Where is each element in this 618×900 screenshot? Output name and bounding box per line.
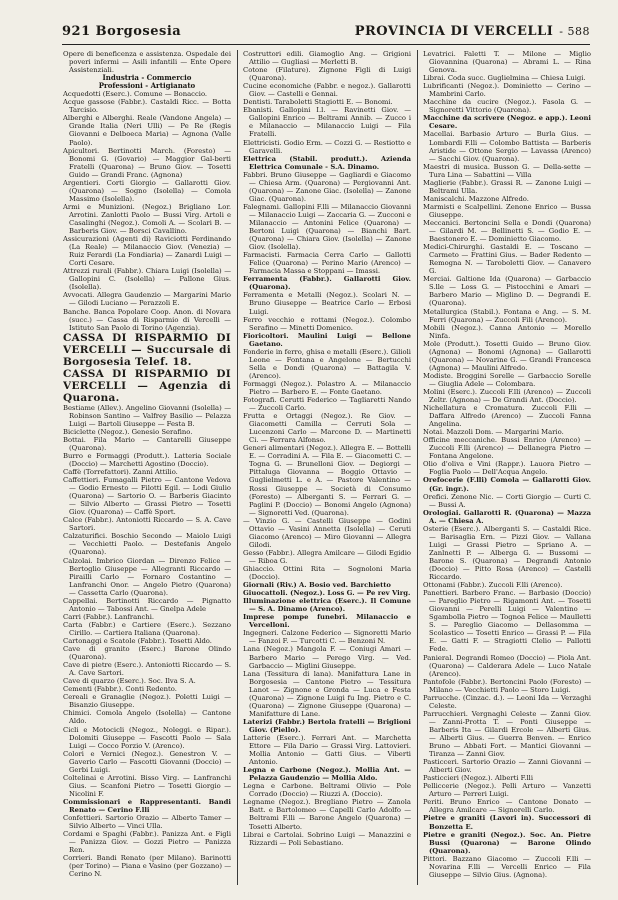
directory-entry: Nichellatura e Cromatura. Zuccoli F.lli — Daffara Alfredo (Arenco) — Zuccoli Fanna Angelina. bbox=[423, 404, 591, 429]
directory-entry: Calzaturifici. Boschio Secondo — Maiolo Luigi — Vecchietti Paolo. — Destefanis Angelo (Quarona). bbox=[63, 532, 231, 557]
directory-entry: Librai e Cartolai. Sobrino Luigi — Manazzini e Rizzardi — Poli Sebastiano. bbox=[243, 830, 411, 847]
directory-entry: Alberghi e Alberghi. Reale (Vandone Angela) — Grande Italia (Neri Ulli) — Pe Re (Regis Giovanni e Delboeca Maria) — Agnona (Valle Paolo). bbox=[63, 114, 231, 147]
directory-entry: Fabbri. Bruno Giuseppe — Gagliardi e Giacomo — Chiesa Arm. (Quarona) — Pergiovanni Ant. (Quarona) — Zanone Giac. (Isolella) — Zanone Giac. (Quarona). bbox=[243, 170, 411, 203]
directory-entry: Lubrificanti (Negoz.). Dominietto — Cerino — Mambrini Carlo. bbox=[423, 82, 591, 99]
directory-entry: Panettieri. Barbero Franc. — Barbasio (Doccio) — Pareglio Pietro — Rigamonti Ant. — Tosetti Giovanni — Perelli Luigi — Valentino — Sgambolla Pietro — Tognoa Felice — Maulletti S. — Pareglio Giacomo — Dellasomma — Scolastico — Tosetti Enrico — Grassi P. — Fila E. — Gatti F. — Stragiotti Clelio — Pallotti Fede. bbox=[423, 589, 591, 654]
directory-entry: Cotone (Filature). Zignone Figli di Luigi (Quarona). bbox=[243, 66, 411, 83]
directory-entry: Fioricoltori. Maulini Luigi — Bellone Gaetano. bbox=[243, 331, 411, 348]
directory-entry: Cucine economiche (Fabbr. e negoz.). Gallarotti Giov. — Castelli e Gennai. bbox=[243, 82, 411, 99]
directory-entry: Levatrici. Faletti T. — Milone — Miglio Giovannina (Quarona) — Abrami L. — Rina Genova. bbox=[423, 50, 591, 75]
directory-entry: Pietre e graniti (Negoz.). Soc. An. Pietre Bussi (Quarona) — Barone Olindo (Quarona). bbox=[423, 830, 591, 855]
directory-entry: Periti. Bruno Enrico — Cantone Donato — Allegra Amilcare — Signorelli Carlo. bbox=[423, 798, 591, 815]
page-header bbox=[62, 20, 590, 45]
directory-entry: Carri (Fabbr.). Lanfranchi. bbox=[63, 612, 155, 621]
directory-entry: Cave di quarzo (Eserc.). Soc. Ilva S. A. bbox=[63, 677, 196, 686]
directory-entry: Pittori. Bazzano Giacomo — Zuccoli F.lli — Novarina F.lli — Vercelli Enrico — Fila Giuseppe — Silvio Gius. (Agnona). bbox=[423, 854, 591, 879]
directory-entry: Molini (Eserc.). Zuccoli F.lli (Arenco) — Zuccoli Zeltr. (Agnona) — De Grandi Ant. (Doccio). bbox=[423, 387, 591, 405]
directory-entry: Cordami e Spaghi (Fabbr.). Panizza Ant. e Figli — Panizza Giov. — Gozzi Pietro — Panizza Ren. bbox=[63, 830, 231, 855]
bank-advertisement: CASSA DI RISPARMIO DI VERCELLI — Agenzia di Quarona. bbox=[63, 367, 231, 404]
directory-entry: Parrucchieri. Vergnaghi Celeste — Zanni Giov. — Zanni-Protta T. — Ponti Giuseppe — Barberis Ita — Gilardi Ercole — Alberti Gius. — Alberti Gius. — Guerra Benven. — Enrico Bruno — Abbati Fort. — Mantici Giovanni — Tiranza — Zanni Giov. bbox=[423, 709, 591, 759]
directory-entry: Merciai. Galtione Ida (Quarona) — Garbaccio S.lle — Loss G. — Pistocchini e Amari — Barbero Mario — Miglino D. — Degrandi E. (Quarona). bbox=[423, 275, 591, 308]
directory-entry: Elettrica (Stabil. produtt.). Azienda Elettrica Comunale - S.A. Dinamo. bbox=[243, 154, 411, 171]
directory-entry: Marmisti e Scalpellini. Zenone Enrico — Bussa Giuseppe. bbox=[423, 202, 591, 219]
directory-entry: Banche. Banca Popolare Coop. Anon. di Novara (succ.) — Cassa di Risparmio di Vercelli — Istituto San Paolo di Torino (Agenzia). bbox=[63, 307, 231, 332]
directory-entry: Parrucche. (Cinzac. d.). — Leoni Ida — Verzaghi Celeste. bbox=[423, 693, 591, 710]
directory-entry: Illuminazione elettrica (Eserc.). Il Comune — S. A. Dinamo (Arenco). bbox=[243, 597, 411, 614]
bank-advertisement: CASSA DI RISPARMIO DI VERCELLI — Succursale di Borgosesia Telef. 18. bbox=[63, 331, 231, 368]
directory-entry: Falegnami. Gallopini F.lli — Milanaccio Giovanni — Milanaccio Luigi — Zaccaria G. — Zucconi e Milanaccio — Antonini Felice (Quarona) — Bertoni Luigi (Quarona) — Bianchi Bart. (Quarona) — Chiara Giov. (Isolella) — Zanone Giov. (Isolella). bbox=[243, 202, 411, 252]
section-heading: Industria - Commercio bbox=[102, 73, 192, 83]
directory-entry: Ferro vecchio e rottami (Negoz.). Colombo Serafino — Minetti Domenico. bbox=[243, 315, 411, 332]
directory-entry: Giornali (Riv.) A. Bosio ved. Barchietto bbox=[243, 581, 391, 590]
directory-entry: Corrieri. Bandi Renato (per Milano). Barinotti (per Torino) — Piana e Vasino (per Gozzano) — Cerino N. bbox=[63, 854, 231, 879]
directory-entry: Panieral. Degrandi Romeo (Doccio) — Piola Ant. (Quarona) — Calderara Adele — Luco Natale (Arenco). bbox=[423, 653, 591, 678]
directory-entry: Formaggi (Negoz.). Polastro A. — Milanaccio Pietro — Barbero E. — Fonte Gaetano. bbox=[243, 379, 411, 396]
directory-entry: Pietre e graniti (Lavori in). Successori di Bonzetta E. bbox=[423, 814, 591, 831]
directory-entry: Bestiame (Allev.). Angelino Giovanni (Isolella) — Robinson Santino — Valfrey Basilio — Pelazza Luigi — Bartoli Giuseppe — Festa B. bbox=[63, 403, 231, 428]
directory-entry: Pelliccerie (Negoz.). Pelli Arturo — Vanzetti Arturo — Perreri Luigi. bbox=[423, 782, 591, 799]
header-province-title: PROVINCIA DI VERCELLI bbox=[354, 24, 554, 39]
directory-entry: Legna e Carbone. Beltrami Olivio — Pole Corrado (Doccio) — Riuzzi A. (Doccio). bbox=[243, 782, 411, 799]
directory-entry: Olio d'oliva e Vini (Rappr.). Lauora Pietro — Foglia Paolo — Dell'Acqua Angelo. bbox=[423, 460, 591, 477]
directory-entry: Officine meccaniche. Bussi Enrico (Arenco) — Zuccoli F.lli (Arenco) — Dellanegra Pietro — Fontana Angelone. bbox=[423, 436, 591, 461]
directory-entry: Ferramenta e Metalli (Negoz.). Scolari N. — Bruno Giuseppe — Beatrice Carlo — Erbosi Luigi. bbox=[243, 291, 411, 316]
directory-entry: Carta (Fabbr.) e Cartiere (Eserc.). Sezzano Cirillo. — Cartiera Italiana (Quarona). bbox=[63, 620, 231, 637]
directory-entry: Calzolai. Imbrico Giordan — Direnzo Felice — Bertoglio Giuseppe — Allegranti Riccardo — Pirailli Carlo — Fornaro Costantino — Lanfranchi Onor. — Angelo Pietro (Quarona) — Cassetta Carlo (Quarona). bbox=[63, 556, 231, 597]
directory-entry: Gesso (Fabbr.). Allegra Amilcare — Gilodi Egidio — Riboa G. bbox=[243, 548, 411, 565]
directory-entry: Maniscalchi. Mazzone Alfredo. bbox=[423, 194, 529, 203]
directory-entry: Argentieri. Corti Giorgio — Gallarotti Giov. (Quarona) — Sogno (Isolella) — Comola Massimo (Isolella). bbox=[63, 178, 231, 203]
directory-entry: Attrezzi rurali (Fabbr.). Chiara Luigi (Isolella) — Gallopini C. (Isolella) — Pallone Gius. (Isolella). bbox=[63, 267, 231, 292]
column-2 bbox=[243, 50, 411, 885]
directory-entry: Acquedotti (Eserc.). Comune — Bonaccio. bbox=[63, 90, 208, 99]
directory-entry: Acque gassose (Fabbr.). Castaldi Ricc. — Botta Tarcisio. bbox=[63, 98, 231, 115]
directory-entry: Costruttori edili. Giamoglio Ang. — Grigioni Attilio — Gugliasi — Merletti B. bbox=[243, 50, 411, 67]
directory-entry: Cereali e Granaglie (Negoz.). Poletti Luigi — Bisanzio Giuseppe. bbox=[63, 693, 231, 710]
directory-entry: Cementi (Fabbr.). Conti Redento. bbox=[63, 685, 177, 694]
section-heading: Professioni - Artigianato bbox=[98, 81, 196, 91]
directory-entry: Notai. Mazzoli Dom. — Margarini Mario. bbox=[423, 428, 564, 437]
directory-entry: Cartonaggi e Scatole (Fabbr.). Tosetti Aldo. bbox=[63, 637, 212, 645]
directory-entry: Maglierie (Fabbr.). Grassi R. — Zanone Luigi — Beltrami Ulla. bbox=[423, 178, 591, 195]
directory-entry: Laterizi (Fabbr.) Bertola fratelli — Briglioni Giov. (Piello). bbox=[243, 717, 411, 734]
directory-entry: Colori e Vernici (Negoz.). Genestron V. — Gaverio Carlo — Fascotti Giovanni (Doccio) — Gerbi Luigi. bbox=[63, 749, 231, 774]
column-divider-2 bbox=[417, 50, 418, 885]
directory-entry: Caffettieri. Fumagalli Pietro — Cantone Vedova — Godio Ernesto — Filotti Egil. — Lodi Giulio (Quarona) — Sartorio O. — Barberis Giacinto — Silvio Alberto — Grassi Pietro — Tosetti Giov. (Quarona) — Caffè Sport. bbox=[63, 476, 231, 517]
directory-entry: Cave di pietre (Eserc.). Antoniotti Riccardo — S. A. Cave Sartori. bbox=[63, 661, 231, 678]
directory-entry: Orefocerie (F.lli) Comola — Gallarotti Giov. (Gr. ingr.). bbox=[423, 476, 591, 493]
header-province bbox=[355, 24, 590, 39]
directory-entry: Fotografi. Cerutti Federico — Tagliaretti Nando — Zuccoli Carlo. bbox=[243, 396, 411, 413]
directory-entry: Calce (Fabbr.). Antoniotti Riccardo — S. A. Cave Sartori. bbox=[63, 516, 231, 533]
directory-entry: Legna e Carbone (Negoz.). Mollia Ant. — Pelazza Gaudenzio — Mollia Aldo. bbox=[243, 766, 411, 783]
directory-entry: Imprese pompe funebri. Milanaccio e Vercelloni. bbox=[243, 613, 411, 630]
directory-entry: Macchine da cucire (Negoz.). Fasola G. — Signoretti Vittorio (Quarona). bbox=[423, 98, 591, 115]
directory-entry: Ingegneri. Calzone Federico — Signoretti Mario — Fanzoi F. — Turcotti C. — Benzoni N. bbox=[243, 629, 411, 646]
directory-entry: Armi e Munizioni. (Negoz.) Brigliano Lor. Arrotini. Zanlotti Paolo — Bussi Virg. Artoli e Casalinghi (Negoz.). Comoli A. — Scolari B. — Barberis Giov. — Borsci Cavallino. bbox=[63, 202, 231, 236]
directory-entry: Macchine da scrivere (Negoz. e app.). Leoni Cesare. bbox=[423, 114, 591, 131]
directory-entry: Farmacisti. Farmacia Cerra Carlo — Gallotti Felice (Quarona) — Perino Mario (Arenco) — Farmacia Massa e Stoppani — Imassi. bbox=[243, 251, 411, 276]
directory-entry: Fonderie in ferro, ghisa e metalli (Eserc.). Gilioli Leone — Fontana e Angelone — Bertucchi Sella e Dondi (Quarona) — Battagila V. (Arenco). bbox=[243, 347, 411, 380]
directory-entry: Metallurgica (Stabil.). Fontana e Ang. — S. M. Ferri (Quarona) — Zuccoli Fili (Arenco). bbox=[423, 307, 591, 324]
column-3 bbox=[423, 50, 591, 885]
directory-entry: Biciclette (Negoz.). Genesio Serafino. bbox=[63, 427, 193, 436]
directory-entry: Ghiaccio. Ottini Rita — Sognoloni Maria (Doccio). bbox=[243, 565, 411, 582]
directory-entry: Assicurazioni (Agenti di) Raviciotti Ferdinando (La Reale) — Milanaccio Giov. (Venezia) — Ruiz Ferardi (La Fondiaria) — Zanardi Luigi — Corti Cesare. bbox=[63, 235, 231, 268]
directory-entry: — Vinzio G. — Castelli Giuseppe — Godini Ottavio — Vasini Annetta (Isolella) — Ceruti Giacomo (Arenco) — Miro Giovanni — Allegra Gilodi. bbox=[243, 516, 411, 549]
directory-entry: Medici-Chirurghi. Gastaldi E. — Toscano — Carmeto — Frattini Gius. — Bader Redento — Remogna N. — Taroboletti Giov. — Canavero G. bbox=[423, 243, 591, 276]
directory-entry: Pasticcieri (Negoz.). Alberti F.lli bbox=[423, 774, 533, 783]
directory-entry: Burro e Formaggi (Produtt.). Latteria Sociale (Doccio) — Marchetti Agostino (Doccio). bbox=[63, 451, 231, 468]
directory-entry: Generi alimentari (Negoz.). Allegra E. — Bottelli E. — Corradini A. — Fila E. — Giacometti C. — Togna G. — Brunelloni Giov. — Degiorgi — Pittaluga Giovanna — Boggio Ottavio — Guglielmetti L. e A. — Pastore Valentino — Rossi Giuseppe — Società di Consumo (Foresto) — Alberganti S. — Ferrari G. — Paglini P. (Doccio) — Bonomi Angelo (Agnona) — Signoretti Ved. (Quarona). bbox=[243, 444, 411, 517]
directory-entry: Cappellai. Bertinotti Riccardo — Pignatto Antonio — Tabossi Ant. — Gnelpa Adele bbox=[63, 596, 231, 613]
directory-entry: Confettieri. Sartorio Orazio — Alberto Tamer — Silvio Alberto — Vinci Ulla. bbox=[63, 814, 231, 831]
directory-entry: Commissionari e Rappresentanti. Bandi Renato — Cerino F.lli bbox=[63, 797, 231, 814]
directory-entry: Mobili (Negoz.). Canna Antonio — Morello Ninfa. bbox=[423, 323, 591, 340]
column-divider-1 bbox=[237, 50, 238, 885]
directory-entry: Pantofole (Fabbr.). Bertoncini Paolo (Foresto) — Milano — Vecchietti Paolo — Storo Luigi. bbox=[423, 677, 591, 694]
directory-entry: Orefici. Zenone Nic. — Corti Giorgio — Curti C. — Bussi A. bbox=[423, 492, 591, 509]
directory-entry: Ebanisti. Gallopini I.l. — Ravinetti Giov. — Gallopini Enrico — Beltrami Annib. — Zucco i e Milanaccio — Milanaccio Luigi — Fila Fratelli. bbox=[243, 106, 411, 139]
directory-entry: Pasticceri. Sartorio Orazio — Zanni Giovanni — Alberti Giov. bbox=[423, 758, 591, 775]
directory-entry: Cicli e Motocicli (Negoz., Noleggi. e Ripar.). Dolomiti Giuseppe — Fascotti Paolo — Sala Luigi — Cocco Porzio V. (Arenco). bbox=[63, 725, 231, 750]
directory-entry: Dentisti. Taraboletti Stagiotti E. — Bonomi. bbox=[243, 98, 393, 107]
directory-entry: Librai. Coda succ. Guglielmina — Chiesa Luigi. bbox=[423, 74, 586, 83]
directory-entry: Apicultori. Bertinotti March. (Foresto) — Bonomi G. (Govario) — Maggior Gal-berti Fratelli (Quarona) — Bruno Giov. — Tosetti Guido — Grandi Franc. (Agnona) bbox=[63, 146, 231, 179]
directory-entry: Giuocattoli. (Negoz.). Loss G. — Pe rev Virg. bbox=[243, 589, 411, 598]
directory-entry: Ottonami (Fabbr.). Zuccoli F.lli (Arenco). bbox=[423, 581, 563, 590]
directory-entry: Modiste. Broggini Sorelle — Garbaccio Sorelle — Giuglia Adele — Colombara. bbox=[423, 371, 591, 388]
directory-entry: Elettricisti. Godio Erm. — Cozzi G. — Restiotto e Garavelli. bbox=[243, 138, 411, 155]
directory-entry: Caffè (Torrefattori). Zanni Attilio. bbox=[63, 468, 178, 477]
directory-entry: Meccanici. Bertoncini Sella e Dondi (Quarona) — Gilardi M. — Bellinetti S. — Godio E. — Baestonero E. — Dominietto Giacomo. bbox=[423, 218, 591, 244]
directory-entry: Orologiai. Gallarotti R. (Quarona) — Mazza A. — Chiesa A. bbox=[423, 508, 591, 525]
directory-entry: Chimici. Comola Angelo (Isolella) — Cantone Aldo. bbox=[63, 709, 231, 726]
directory-entry: Lana (Negoz.) Mangola F. — Coniugi Amari — Barbero Mario — Perego Virg. — Ved. Garbaccio — Miglini Giuseppe. bbox=[243, 645, 411, 670]
column-1 bbox=[63, 50, 231, 885]
directory-entry: Ferramenta (Fabbr.). Gallarotti Giov. (Quarona). bbox=[243, 275, 411, 292]
directory-entry: Cave di granito (Eserc.) Barone Olindo (Quarona). bbox=[63, 645, 231, 662]
directory-entry: Osterie (Eserc.). Alberganti S. — Castaldi Rice. — Barisaglia Ern. — Pizzi Giov. — Vallana Luigi — Grassi Pietro — Spriano A. — Zanlnetti P. — Alberga G. — Bussomi — Barone S. (Quarona) — Degrandi Antonio (Doccio) — Pitto Rosa (Arenco) — Castelli Riccardo. bbox=[423, 524, 591, 582]
directory-entry: Avvocati. Allegra Gaudenzio — Margarini Mario — Gilodi Luciano — Perazzoli E. bbox=[63, 291, 231, 308]
directory-entry: Macellai. Barbasio Arturo — Burla Gius. — Lombardi F.lli — Colombo Battista — Barberis Aristide — Ottone Sergio — Lavassa (Arenco) — Sacchi Giov. (Quarona). bbox=[423, 130, 591, 163]
header-page-number-town: 921 Borgosesia bbox=[62, 24, 182, 39]
directory-entry: Opere di beneficenza e assistenza. Ospedale dei poveri infermi — Asili infantili — Ente Opere Assistenziali. bbox=[63, 50, 231, 75]
directory-entry: Legname (Negoz.). Bregliano Pietro — Zanola Batt. e Bartolomeo — Capelli Carlo Adolfo — Beltrami F.lli — Barone Angelo (Quarona) — Tosetti Alberto. bbox=[243, 798, 411, 831]
directory-entry: Mole (Produtt.). Tosetti Guido — Bruno Giov. (Agnona) — Bonomi (Agnona) — Gallarotti (Quarona) — Novarine G. — Grandi Francesca (Agnona) — Maulini Alfredo. bbox=[423, 339, 591, 372]
directory-entry: Lana (Tessitura di lana). Manifattura Lane in Borgosesia — Cantone Pietro — Tessitura Lanot — Zignone e Gronda — Luca e Festa (Quarona) — Zignone Luigi fu Ing. Pietro e C. (Quarona) — Zignone Giuseppe (Quarona) — Manifatture di Lane. bbox=[243, 669, 411, 718]
header-page-number: - 588 bbox=[559, 25, 590, 38]
directory-entry: Bottai. Fila Mario — Cantarelli Giuseppe (Quarona). bbox=[63, 435, 231, 452]
directory-entry: Coltelinai e Arrotini. Bisso Virg. — Lanfranchi Gius. — Scanfoni Pietro — Tosetti Giorgio — Nicolini F. bbox=[63, 773, 231, 798]
directory-entry: Latterie (Eserc.). Ferrari Ant. — Marchetta Ettore — Fila Dario — Grassi Virg. Lattovieri. Mollia Antonio — Gatti Gius. — Viberti Antonio. bbox=[243, 733, 411, 767]
directory-entry: Frutta e Ortaggi (Negoz.). Re Giov. — Giacometti Camilla — Cerruti Sola — Lucenzoni Carlo — Marcone D. — Martinetti Ci. — Ferrara Alfonso. bbox=[243, 412, 411, 445]
directory-entry: Maestri di musica. Busson G. — Della-sette — Tura Lina — Sabattini — Villa bbox=[423, 162, 591, 179]
